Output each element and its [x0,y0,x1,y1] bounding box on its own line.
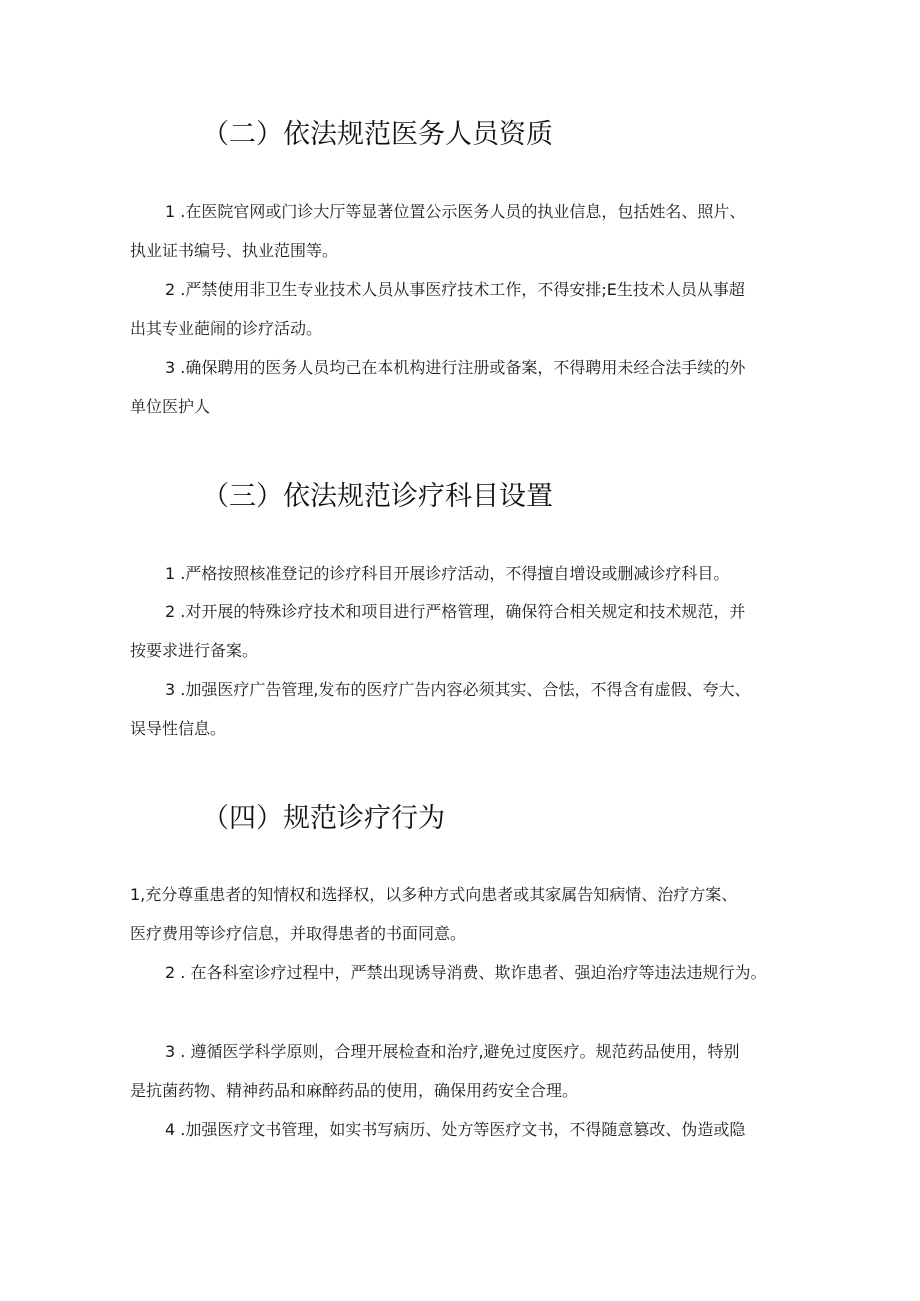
paragraph-line: 2 .对开展的特殊诊疗技术和项目进行严格管理，确保符合相关规定和技术规范，并 [165,602,746,621]
section-heading-3: （三）依法规范诊疗科目设置 [202,481,553,512]
section-heading-4: （四）规范诊疗行为 [202,803,445,834]
paragraph-line: 1 .在医院官网或门诊大厅等显著位置公示医务人员的执业信息，包括姓名、照片、 [165,202,746,221]
paragraph-line: 1,充分尊重患者的知情权和选择权，以多种方式向患者或其家属告知病情、治疗方案、 [130,885,738,904]
paragraph-line: 2 . 在各科室诊疗过程中，严禁出现诱导消费、欺诈患者、强迫治疗等违法违规行为。 [165,963,767,982]
paragraph-line: 1 .严格按照核准登记的诊疗科目开展诊疗活动，不得擅自增设或删减诊疗科目。 [165,564,730,583]
paragraph-line: 3 . 遵循医学科学原则，合理开展检查和治疗,避免过度医疗。规范药品使用，特别 [165,1042,740,1061]
paragraph-line: 4 .加强医疗文书管理，如实书写病历、处方等医疗文书，不得随意篡改、伪造或隐 [165,1120,746,1139]
paragraph-line: 是抗菌药物、精神药品和麻醉药品的使用，确保用药安全合理。 [130,1081,579,1100]
paragraph-line: 3 .确保聘用的医务人员均己在本机构进行注册或备案，不得聘用未经合法手续的外 [165,358,746,377]
paragraph-line: 按要求进行备案。 [130,641,259,660]
paragraph-line: 误导性信息。 [130,719,227,738]
section-heading-2: （二）依法规范医务人员资质 [202,119,553,150]
paragraph-line: 3 .加强医疗广告管理,发布的医疗广告内容必须其实、合怯，不得含有虚假、夸大、 [165,680,751,699]
paragraph-line: 执业证书编号、执业范围等。 [130,241,339,260]
paragraph-line: 单位医护人 [130,397,211,416]
paragraph-line: 出其专业葩闹的诊疗活动。 [130,319,323,338]
paragraph-line: 医疗费用等诊疗信息，并取得患者的书面同意。 [130,924,467,943]
paragraph-line: 2 .严禁使用非卫生专业技术人员从事医疗技术工作，不得安排;E生技术人员从事超 [165,280,745,299]
